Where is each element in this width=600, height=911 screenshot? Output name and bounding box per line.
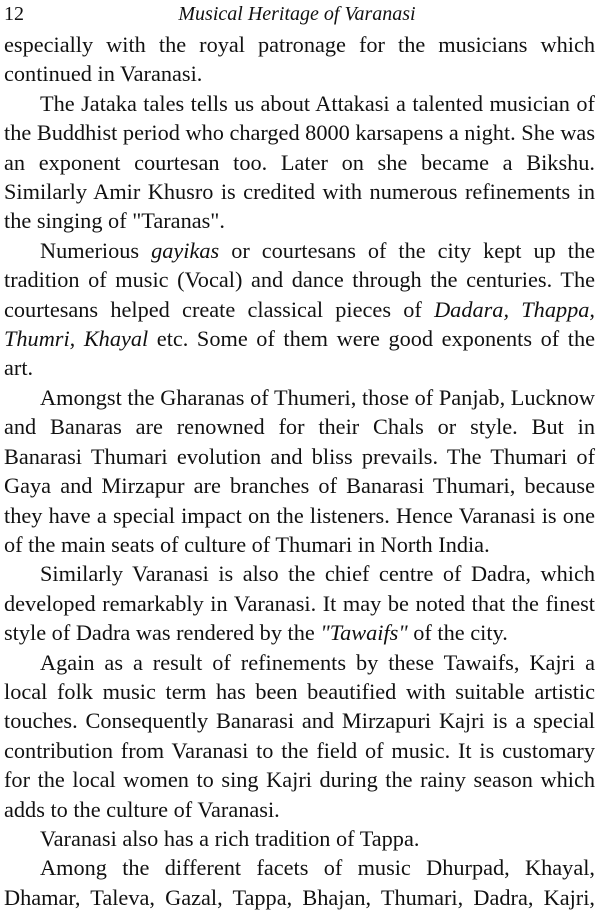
paragraph	[4, 853, 595, 911]
paragraph	[4, 559, 595, 647]
text-run: Among the different facets of music Dhurpad, Khayal, Dhamar, Taleva, Gazal, Tappa, Bhajan, Thumari, Dadra, Kajri,	[4, 855, 595, 910]
page-number: 12	[4, 3, 24, 25]
body-text	[4, 30, 595, 911]
text-run: etc. Some of them were good exponents of the art.	[4, 326, 596, 381]
italic-text-run: Dadara, Thappa, Thumri, Khayal	[4, 296, 595, 352]
text-run: or courtesans of the city kept up the tradition of music (Vocal) and dance through the centuries. The courtesans helped create classical pieces of	[4, 237, 595, 322]
paragraph	[4, 30, 595, 89]
text-run: Amongst the Gharanas of Thumeri, those of Panjab, Lucknow and Banaras are renowned for their Chals or style. But in Banarasi Thumari evolution and bliss prevails. The Thumari of Gaya and Mirzapur are branches of Banarasi Thumari, because they have a special impact on the listeners. Hence Varanasi is one of the main seats of culture of Thumari in North India.	[4, 384, 595, 557]
italic-text-run: gayikas	[151, 237, 220, 263]
text-run: Varanasi also has a rich tradition of Tappa.	[40, 825, 420, 851]
text-run: Again as a result of refinements by these Tawaifs, Kajri a local folk music term has been beautified with suitable artistic touches. Consequently Banarasi and Mirzapuri Kajri is a special contribution from Varanasi to the field of music. It is customary for the local women to sing Kajri during the rainy season which adds to the culture of Varanasi.	[4, 649, 595, 822]
paragraph	[4, 236, 595, 383]
text-run: The Jataka tales tells us about Attakasi a talented musician of the Buddhist period who charged 8000 karsapens a night. She was an exponent courtesan too. Later on she became a Bikshu. Similarly Amir Khusro is credited with numerous refinements in the singing of "Taranas".	[4, 90, 595, 234]
text-run: of the city.	[407, 620, 508, 646]
text-run: Similarly Varanasi is also the chief centre of Dadra, which developed remarkably in Varanasi. It may be noted that the finest style of Dadra was rendered by the	[4, 561, 595, 646]
running-title: Musical Heritage of Varanasi	[178, 3, 416, 25]
paragraph	[4, 824, 595, 853]
text-run: Numerious	[40, 237, 152, 263]
italic-text-run: "Tawaifs"	[320, 620, 408, 646]
paragraph	[4, 648, 595, 824]
text-run: especially with the royal patronage for the musicians which continued in Varanasi.	[4, 32, 595, 87]
page-header	[4, 0, 590, 28]
paragraph	[4, 383, 595, 559]
paragraph	[4, 89, 595, 236]
